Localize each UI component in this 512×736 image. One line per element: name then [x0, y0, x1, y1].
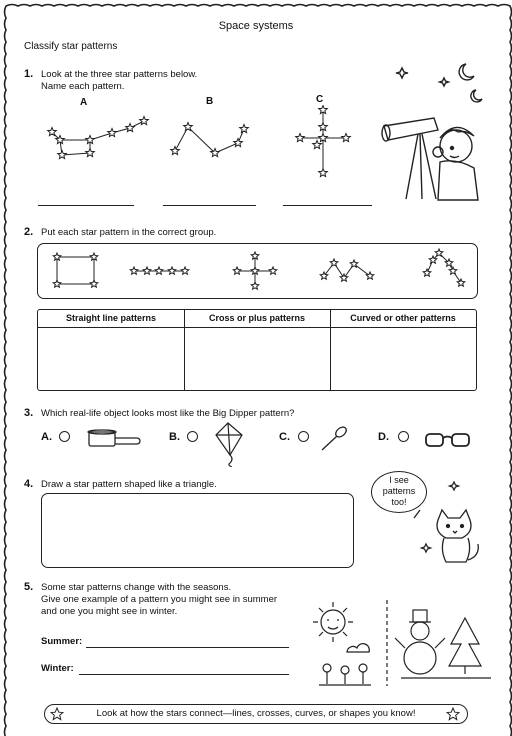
option-a-label: A.	[41, 431, 52, 443]
star-icon	[130, 267, 138, 274]
answer-line-b[interactable]	[163, 205, 256, 206]
bubble-text-line2: patterns	[382, 486, 416, 496]
option-b-radio[interactable]	[187, 431, 198, 442]
spoon-icon	[316, 424, 350, 454]
q5-text-line3: and one you might see in winter.	[41, 606, 178, 617]
drawing-area[interactable]	[41, 493, 354, 568]
q2-number: 2.	[24, 226, 34, 238]
q3-text: Which real-life object looks most like the Big Dipper pattern?	[41, 408, 295, 419]
star-icon	[50, 707, 64, 721]
star-icon	[171, 147, 180, 155]
summer-answer-line[interactable]	[86, 647, 289, 648]
q1-text-line2: Name each pattern.	[41, 81, 125, 92]
bubble-text-line3: too!	[391, 497, 407, 507]
star-icon	[86, 149, 95, 157]
pattern-c-label: C	[316, 94, 324, 105]
option-a-radio[interactable]	[59, 431, 70, 442]
star-icon	[269, 267, 277, 274]
answer-line-a[interactable]	[38, 205, 134, 206]
star-icon	[108, 129, 117, 137]
star-icon	[86, 136, 95, 144]
star-icon	[240, 125, 249, 133]
header-curved-other: Curved or other patterns	[350, 313, 456, 323]
header-cross-plus: Cross or plus patterns	[208, 313, 306, 323]
star-icon	[126, 124, 135, 132]
star-icon	[181, 267, 189, 274]
star-icon	[449, 267, 457, 274]
star-icon	[342, 134, 351, 142]
page-subtitle: Classify star patterns	[24, 41, 118, 52]
saucepan-icon	[85, 426, 145, 450]
star-icon	[53, 280, 61, 287]
glasses-icon	[424, 430, 472, 450]
star-icon	[319, 123, 328, 131]
kite-icon	[212, 421, 248, 467]
star-icon	[319, 106, 328, 114]
classification-table	[37, 309, 477, 391]
star-icon	[423, 269, 431, 276]
pattern-b-label: B	[206, 96, 214, 107]
summer-label: Summer:	[41, 636, 83, 647]
star-icon	[446, 707, 460, 721]
q2-text: Put each star pattern in the correct group.	[41, 227, 217, 238]
star-icon	[319, 169, 328, 177]
q2-star-patterns	[37, 243, 477, 298]
footer-banner	[44, 704, 468, 724]
pattern-a-label: A	[80, 97, 88, 108]
star-icon	[233, 267, 241, 274]
star-icon	[140, 117, 149, 125]
option-c-radio[interactable]	[298, 431, 309, 442]
header-straight-line: Straight line patterns	[65, 313, 156, 323]
q1-number: 1.	[24, 68, 34, 80]
star-icon	[319, 134, 328, 142]
star-icon	[168, 267, 176, 274]
star-icon	[90, 253, 98, 260]
page-title: Space systems	[218, 20, 294, 32]
seasons-illustration	[305, 598, 495, 690]
star-icon	[251, 282, 259, 289]
option-c-label: C.	[279, 431, 290, 443]
star-icon	[296, 134, 305, 142]
q4-number: 4.	[24, 478, 34, 490]
answer-line-c[interactable]	[283, 205, 372, 206]
star-icon	[53, 253, 61, 260]
star-icon	[330, 259, 338, 266]
q5-text-line1: Some star patterns change with the seasons.	[41, 582, 232, 593]
star-icon	[155, 267, 163, 274]
star-icon	[58, 151, 67, 159]
star-icon	[251, 267, 259, 274]
star-icon	[234, 139, 243, 147]
q5-number: 5.	[24, 581, 34, 593]
star-icon	[143, 267, 151, 274]
child-with-telescope-illustration	[378, 56, 490, 201]
q3-number: 3.	[24, 407, 34, 419]
winter-label: Winter:	[41, 663, 74, 674]
option-d-radio[interactable]	[398, 431, 409, 442]
footer-text: Look at how the stars connect—lines, crosses, curves, or shapes you know!	[96, 708, 416, 719]
star-icon	[90, 280, 98, 287]
q5-text-line2: Give one example of a pattern you might see in summer	[41, 594, 278, 605]
q4-text: Draw a star pattern shaped like a triangle.	[41, 479, 217, 490]
winter-answer-line[interactable]	[79, 674, 289, 675]
star-icon	[457, 279, 465, 286]
bubble-text-line1: I see	[389, 475, 409, 485]
q1-text-line1: Look at the three star patterns below.	[41, 69, 198, 80]
cat-illustration	[410, 474, 490, 574]
option-b-label: B.	[169, 431, 180, 443]
star-icon	[366, 272, 374, 279]
q1-star-patterns	[30, 105, 380, 185]
star-icon	[251, 252, 259, 259]
option-d-label: D.	[378, 431, 389, 443]
